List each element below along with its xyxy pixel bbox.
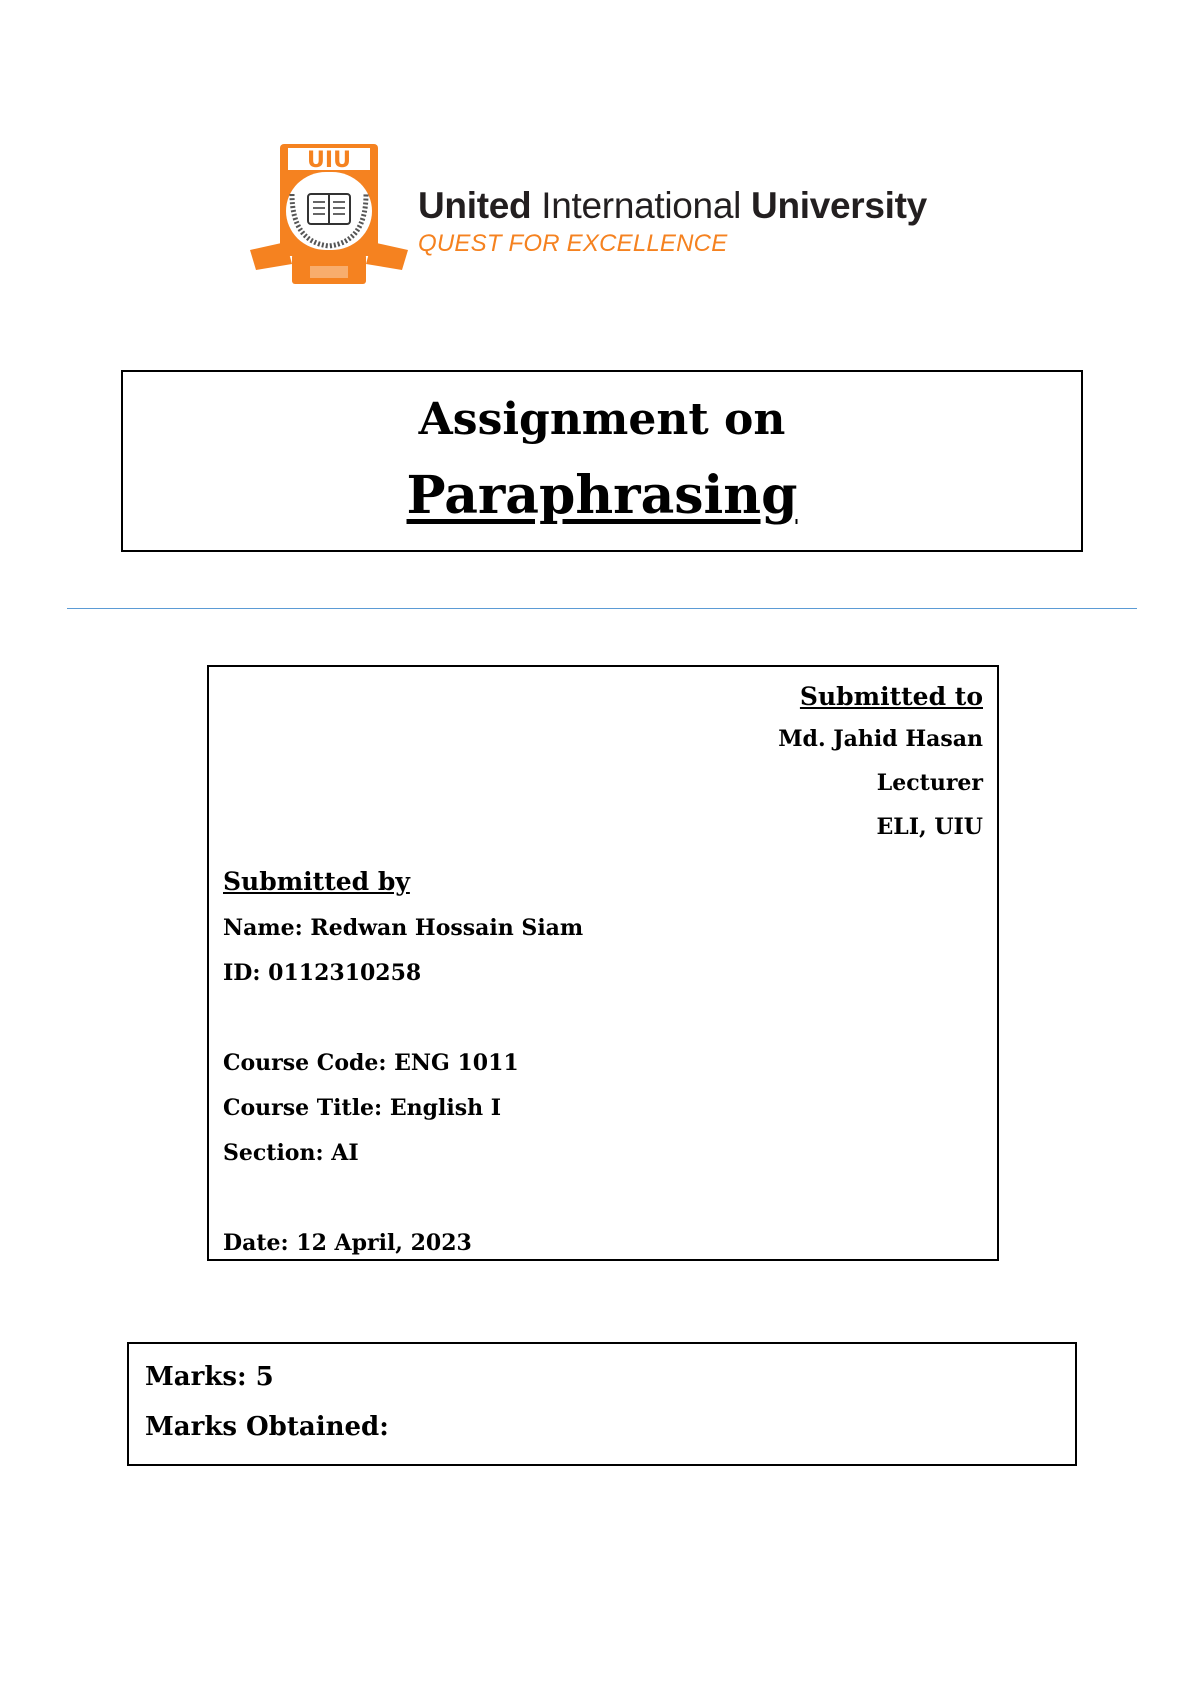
uiu-seal-icon bbox=[248, 142, 410, 288]
university-wordmark bbox=[418, 186, 927, 258]
submitted-by-block bbox=[223, 862, 583, 1266]
submission-info-box bbox=[207, 665, 999, 1261]
marks-obtained: Marks Obtained: bbox=[145, 1412, 389, 1442]
section: Section: AI bbox=[223, 1140, 359, 1166]
svg-text:UIU: UIU bbox=[307, 148, 351, 173]
submission-date: Date: 12 April, 2023 bbox=[223, 1230, 472, 1256]
instructor-department: ELI, UIU bbox=[876, 814, 983, 840]
title-box bbox=[121, 370, 1083, 552]
instructor-designation: Lecturer bbox=[876, 770, 983, 796]
submitted-to-block bbox=[778, 677, 983, 849]
student-id: ID: 0112310258 bbox=[223, 960, 422, 986]
university-name: United International University bbox=[418, 185, 927, 226]
submitted-by-heading: Submitted by bbox=[223, 867, 410, 896]
university-tagline: QUEST FOR EXCELLENCE bbox=[418, 230, 728, 257]
title-assignment-on: Assignment on bbox=[418, 394, 786, 445]
marks-box bbox=[127, 1342, 1077, 1466]
title-topic: Paraphrasing bbox=[406, 465, 798, 526]
horizontal-divider bbox=[67, 608, 1137, 609]
instructor-name: Md. Jahid Hasan bbox=[778, 726, 983, 752]
course-code: Course Code: ENG 1011 bbox=[223, 1050, 519, 1076]
university-logo bbox=[248, 142, 968, 292]
course-title: Course Title: English I bbox=[223, 1095, 502, 1121]
submitted-to-heading: Submitted to bbox=[799, 682, 983, 711]
student-name: Name: Redwan Hossain Siam bbox=[223, 915, 584, 941]
total-marks: Marks: 5 bbox=[145, 1362, 274, 1392]
